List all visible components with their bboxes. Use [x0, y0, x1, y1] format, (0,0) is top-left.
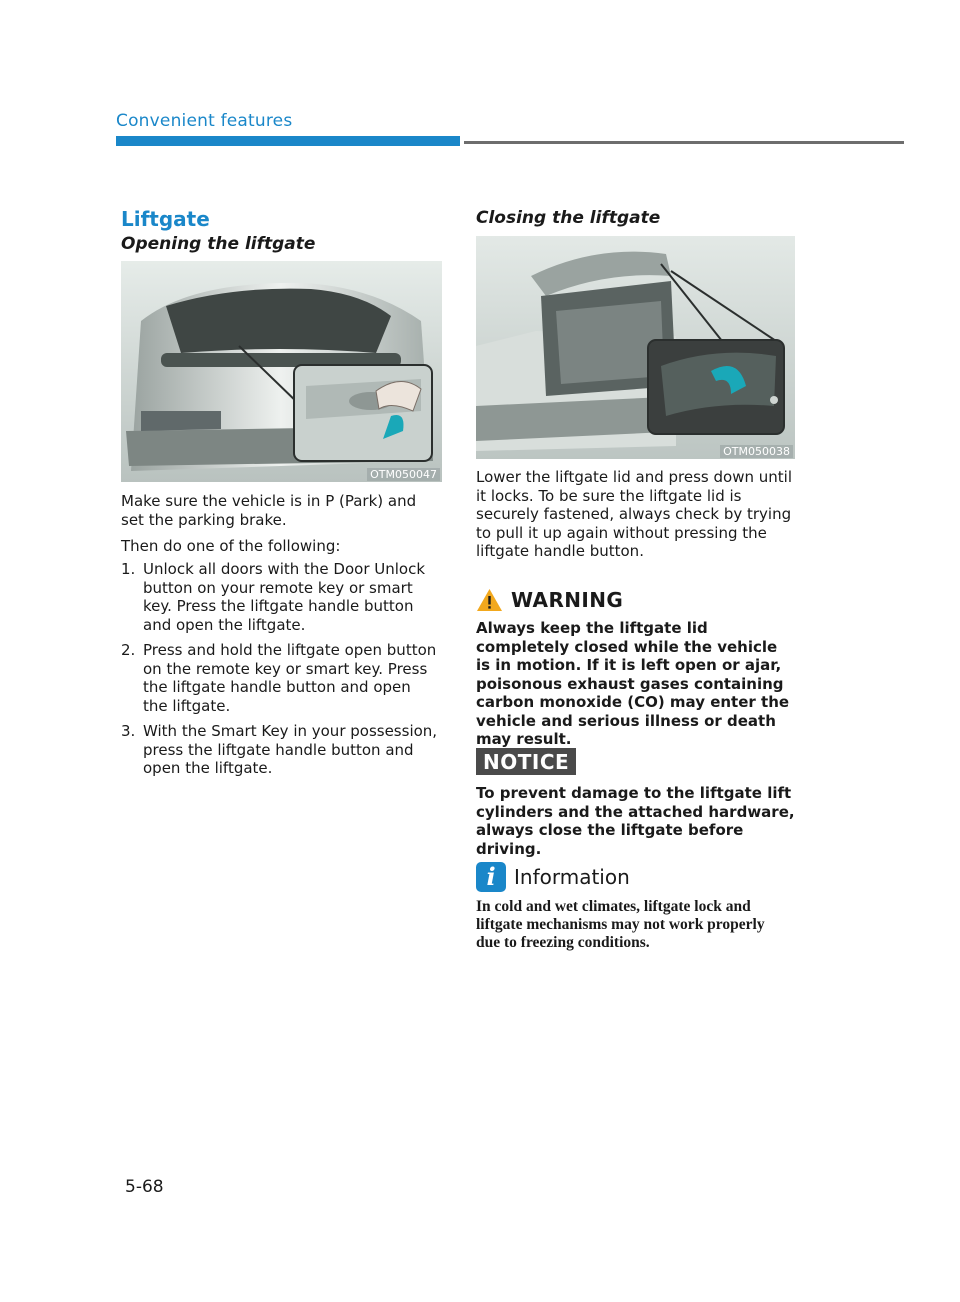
- information-header: [476, 862, 630, 892]
- section-title: Convenient features: [116, 111, 293, 131]
- step-text: Unlock all doors with the Door Unlock button on your remote key or smart key. Press the liftgate handle button and open the liftgate.: [143, 560, 426, 634]
- closing-body-text: Lower the liftgate lid and press down until it locks. To be sure the liftgate lid is securely fastened, always check by trying to pull it up again without pressing the liftgate handle button.: [476, 468, 792, 560]
- step-number: 3.: [121, 722, 136, 740]
- lead-text: Then do one of the following:: [121, 537, 341, 555]
- closing-liftgate-figure: [476, 236, 795, 459]
- opening-liftgate-figure: [121, 261, 442, 482]
- warning-label: WARNING: [511, 588, 624, 612]
- info-icon: i: [476, 862, 506, 892]
- step-number: 1.: [121, 560, 136, 578]
- suv-rear-illustration: [121, 261, 442, 482]
- list-item: [121, 722, 439, 778]
- steps-list: [121, 560, 439, 785]
- list-item: [121, 641, 439, 715]
- header-accent-bar: [116, 136, 460, 146]
- step-text: Press and hold the liftgate open button on the remote key or smart key. Press the liftgate handle button and open the liftgate.: [143, 641, 437, 715]
- figure-code: OTM050038: [720, 445, 793, 458]
- step-text: With the Smart Key in your possession, press the liftgate handle button and open the liftgate.: [143, 722, 438, 777]
- page-number: 5-68: [125, 1177, 164, 1197]
- suv-open-liftgate-illustration: [476, 236, 795, 459]
- opening-subheading: Opening the liftgate: [121, 234, 316, 254]
- information-label: Information: [514, 865, 630, 889]
- notice-text: To prevent damage to the liftgate lift cylinders and the attached hardware, always close the liftgate before driving.: [476, 784, 795, 858]
- figure-code: OTM050047: [367, 468, 440, 481]
- header-divider: [464, 141, 904, 144]
- closing-subheading: Closing the liftgate: [476, 208, 661, 228]
- step-number: 2.: [121, 641, 136, 659]
- notice-label: NOTICE: [476, 748, 576, 775]
- warning-header: [476, 588, 623, 612]
- information-text: In cold and wet climates, liftgate lock and liftgate mechanisms may not work properly due to freezing conditions.: [476, 898, 765, 951]
- warning-text: Always keep the liftgate lid completely closed while the vehicle is in motion. If it is left open or ajar, poisonous exhaust gases containing carbon monoxide (CO) may enter the vehicle and serious illness or death may result.: [476, 619, 790, 748]
- intro-text: Make sure the vehicle is in P (Park) and set the parking brake.: [121, 492, 417, 529]
- topic-title: Liftgate: [121, 207, 210, 231]
- warning-icon: [476, 588, 503, 612]
- list-item: [121, 560, 439, 634]
